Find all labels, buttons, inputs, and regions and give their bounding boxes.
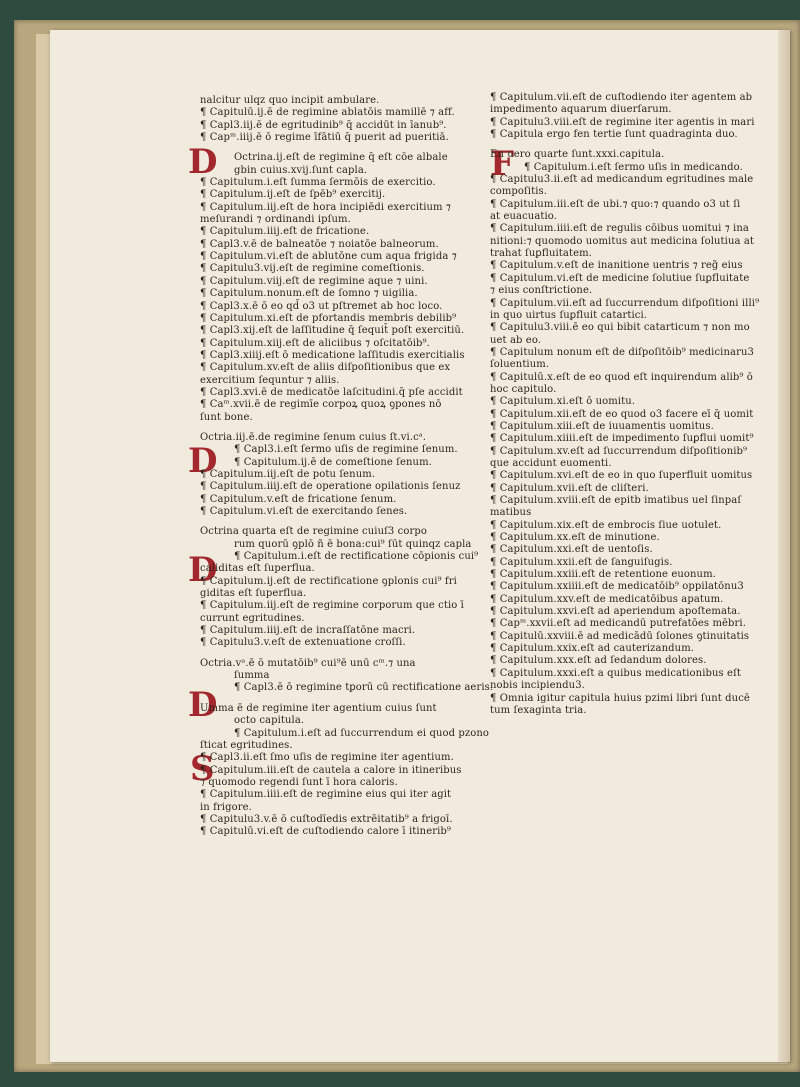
text-line: ¶ Capitulum.nonum.eſt de ſomno ⁊ uigilia. [200, 288, 418, 300]
text-line: ¶ Capitulum.iij.eſt de hora incipiēdi exercitium ⁊ [200, 201, 451, 213]
text-line: ¶ Capl3.x.ē ō eo qd̄ o3 ut pſtremet ab hoc loco. [200, 300, 443, 312]
text-line: in quo uirtus ſuꝑfluit catartici. [490, 309, 648, 321]
text-line: nitioni:⁊ quomodo uomitus aut medicina ſolutiua at [490, 235, 755, 247]
text-line: ¶ Capitulum.i.eſt de rectificatione cōpionis cui⁹ [234, 551, 479, 563]
text-line: nobis incipiendu3. [490, 680, 585, 692]
text-line: ¶ Capitulum.iiij.eſt de fricatione. [200, 226, 370, 238]
text-line: ¶ Capitula ergo fen tertie ſunt quadraginta duo. [490, 129, 738, 141]
section-gap [200, 518, 432, 526]
text-line: ¶ Capitulum.xxx.eſt ad ſedandum dolores. [490, 655, 707, 667]
section-gap [490, 141, 722, 149]
text-line: ¶ Omnia igitur capitula huius pzimi libri ſunt ducē [490, 692, 750, 704]
text-line: hoc capitulo. [490, 383, 557, 395]
text-line: ¶ Capl3.ii.eſt ſmo uſis de regimine iter agentium. [200, 752, 454, 764]
text-line: ¶ Capᵐ.xxvii.eſt ad medicandū putrefatōes mēbri. [490, 618, 747, 630]
text-line: ¶ Capitulum.xxxi.eſt a quibus medicationibus eſt [490, 667, 741, 679]
text-line: ¶ Capitulum.v.eſt de inanitione uentris ⁊ reg̃ eius [490, 260, 743, 272]
text-line: ¶ Capitulum.xi.eſt ō uomitu. [490, 396, 636, 408]
text-line: ſticat egritudines. [200, 739, 293, 751]
text-line: ¶ Capitulum.i.eſt ſumma ſermōis de exercitio. [200, 177, 436, 189]
text-line: que accidunt euomenti. [490, 457, 612, 469]
initial-letter-5: S [190, 749, 215, 789]
text-line: impedimento aquarum diuerſarum. [490, 104, 672, 116]
text-line: ¶ Capitulum.xiii.eſt de iuuamentis uomitus. [490, 420, 714, 432]
text-line: rum quorū ꝯplō ñ ē bona:cui⁹ ſūt quinqz capla [234, 538, 472, 550]
text-line: trahat ſuꝑfluitatem. [490, 248, 592, 260]
text-line: ¶ Capitulum.xiiii.eſt de impedimento ſuꝑflui uomit⁹ [490, 433, 754, 445]
text-line: ¶ Capitulum.xxii.eſt de ſanguiſugis. [490, 556, 673, 568]
text-line: ¶ Capitulū.xxviii.ē ad medicādū ſolones ꝯtinuitatis [490, 630, 750, 642]
text-line: at euacuatio. [490, 211, 558, 223]
text-line: Octria.vᵃ.ē ō mutatōib⁹ cui⁹ē unū cᵐ.⁊ una [200, 657, 416, 669]
text-line: ¶ Capitulum.vi.eſt de exercitando ſenes. [200, 506, 408, 517]
text-line: ¶ Capitulum.viij.eſt de regimine aque ⁊ uini. [200, 275, 428, 287]
initial-letter-4: D [188, 685, 218, 725]
text-line: ¶ Capitulum.iiii.eſt de regimine eius qui iter agit [200, 789, 452, 801]
text-line: ¶ Capitulum.iiii.eſt de regulis cōibus uomitui ⁊ ina [490, 223, 749, 235]
text-line: ⁊ eius conſtrictione. [490, 285, 593, 297]
text-line: currunt egritudines. [200, 612, 305, 624]
text-line: ¶ Capitulum.vii.eſt de cuſtodiendo iter agentem ab [490, 92, 753, 103]
section-gap [200, 424, 432, 432]
text-line: tum ſexaginta tria. [490, 704, 587, 716]
text-line: ¶ Capitulum.xv.eſt de aliis diſpoſitionibus que ex [200, 362, 451, 374]
text-line: ¶ Capitulum.xxiii.eſt de retentione euonum. [490, 569, 716, 581]
text-line: En uero quarte ſunt.xxxi.capitula. [490, 149, 665, 161]
text-line: ¶ Capl3.xij.eſt de laſſitudine q̄ ſequit̄ poſt exercitiū. [200, 325, 465, 337]
text-line: caliditas eſt ſuperflua. [200, 563, 315, 575]
text-line: ¶ Caᵐ.xvii.ē de regimīe corpoꝝ quoꝝ ꝯpones nō [200, 399, 442, 411]
text-line: ¶ Capitulu3.ii.eſt ad medicandum egritudines male [490, 174, 754, 186]
initial-letter-2: D [188, 441, 218, 481]
text-line: ¶ Capitulum.iij.eſt de regimine corporum que ctio ī [200, 600, 464, 612]
section-gap [200, 144, 432, 152]
text-line: Octrina.ij.eſt de regimine q̄ eſt cōe albale [234, 152, 448, 164]
text-line: ¶ Capitulū.vi.eſt de cuſtodiendo calore ī itinerib⁹ [200, 826, 452, 838]
initial-letter-6: F [490, 144, 515, 184]
text-line: ¶ Capl3.v.ē de balneatōe ⁊ noiatōe balneorum. [200, 238, 439, 250]
text-line: ¶ Capitulum.xxiiii.eſt de medicatōib⁹ oppilatōnu3 [490, 581, 744, 593]
text-line: ¶ Capitulum.vi.eſt de medicine ſolutiue ſuꝑfluitate [490, 272, 750, 284]
text-line: ¶ Capitulum.vi.eſt de ablutōne cum aqua frigida ⁊ [200, 251, 457, 263]
text-line: in frigore. [200, 801, 252, 813]
text-line: ſumma [234, 670, 270, 682]
text-line: ¶ Capitulum.xii.eſt de eo quod o3 facere eī q̄ uomit [490, 408, 754, 420]
text-line: ¶ Capitulum.ij.eſt de rectificatione ꝯplonis cui⁹ fri [200, 575, 457, 587]
text-line: ¶ Capitulu3.viii.eſt de regimine iter agentis in mari [490, 116, 755, 128]
text-line: ¶ Capitulu3.v.ē ō cuſtodīedis extrēitatib⁹ a frigoī. [200, 813, 453, 825]
text-line: ſoluentium. [490, 359, 550, 371]
text-line: matibus [490, 507, 532, 519]
text-line: uet ab eo. [490, 334, 542, 346]
text-line: ¶ Capl3.i.eſt ſermo uſis de regimine ſenum. [234, 444, 458, 456]
text-line: ¶ Capl3.xiiij.eſt ō medicatione laſſitudis exercitialis [200, 349, 465, 361]
text-line: ¶ Capitulum.ij.eſt de ſpēb⁹ exercitij. [200, 189, 386, 201]
text-line: Umma ē de regimine iter agentium cuius ſunt [200, 702, 437, 714]
text-line: ¶ Capitulu3.viii.ē eo qui bibit catarticum ⁊ non mo [490, 322, 750, 334]
text-line: ¶ Capitulum.xix.eſt de embrocis ſiue uotulet. [490, 519, 722, 531]
text-line: ⁊ quomodo regendi ſunt ī hora caloris. [200, 776, 398, 788]
text-line: ¶ Capitulum.xi.eſt de pfortandis membris debilib⁹ [200, 312, 457, 324]
text-line: ¶ Capitulum.iii.eſt de cautela a calore in itineribus [200, 764, 462, 776]
left-column-text [200, 95, 494, 839]
text-line: ¶ Capitulum.iii.eſt de ubi.⁊ quo:⁊ quando o3 ut ſi [490, 198, 741, 210]
text-line: ¶ Capitulum.xxvi.eſt ad aperiendum apoſtemata. [490, 606, 741, 618]
initial-letter-1: D [188, 142, 218, 182]
text-line: nalcitur ulqz quo incipit ambulare. [200, 95, 380, 106]
section-gap [200, 650, 432, 658]
text-line: ¶ Capᵐ.iiij.ē ō regime īfātiū q̄ puerit ad pueritiā. [200, 132, 449, 144]
text-line: ¶ Capitulum nonum eſt de diſpoſitōib⁹ medicinaru3 [490, 346, 754, 358]
text-line: ¶ Capitulum.xxi.eſt de uentoſis. [490, 544, 653, 556]
text-line: ¶ Capl3.iij.ē de egritudinib⁹ q̄ accidūt in īanub⁹. [200, 119, 447, 131]
text-line: ¶ Capitulum.xv.eſt ad ſuccurrendum diſpoſitionib⁹ [490, 445, 748, 457]
text-line: meſurandi ⁊ ordinandi ipſum. [200, 214, 351, 226]
text-line: ¶ Capitulu3.v.eſt de extenuatione croſſi. [200, 637, 406, 649]
text-line: ¶ Capitulum.xiij.eſt de aliciibus ⁊ oſcitatōib⁹. [200, 337, 430, 349]
text-line: gbin cuius.xvij.ſunt capla. [234, 164, 368, 176]
initial-letter-3: D [188, 550, 218, 590]
text-line: ¶ Capitulu3.vij.eſt de regimine comeſtionis. [200, 263, 425, 275]
text-line: ¶ Capitulum.vii.eſt ad ſuccurrendum diſpoſitioni illi⁹ [490, 297, 760, 309]
text-line: ¶ Capitulum.iiij.eſt de incraſſatōne macri. [200, 625, 416, 637]
text-line: giditas eſt ſuperflua. [200, 588, 307, 600]
right-column-text [490, 92, 760, 717]
text-line: ¶ Capitulum.iij.eſt de potu ſenum. [200, 468, 376, 480]
text-line: ¶ Capitulū.x.eſt de eo quod eſt inquirendum alib⁹ ō [490, 371, 753, 383]
text-line: ¶ Capitulum.xvi.eſt de eo in quo ſuperfluit uomitus [490, 470, 753, 482]
text-line: compoſitis. [490, 186, 548, 198]
text-line: exercitium ſequntur ⁊ aliis. [200, 374, 340, 386]
section-gap [200, 695, 432, 703]
page-edge [778, 30, 790, 1062]
text-line: Octria.iij.ē.de regimine ſenum cuius ſt.vi.cᵃ. [200, 431, 427, 443]
text-line: octo capitula. [234, 715, 305, 727]
text-line: Octrina quarta eſt de regimine cuiuſ3 corpo [200, 526, 427, 538]
text-line: ¶ Capitulum.iiij.eſt de operatione opilationis ſenuz [200, 481, 461, 493]
text-line: ¶ Capitulum.xx.eſt de minutione. [490, 532, 660, 544]
text-line: ¶ Capitulum.ij.ē de comeſtione ſenum. [234, 456, 432, 468]
text-line: ¶ Capitulum.xxv.eſt de medicatōibus apatum. [490, 593, 724, 605]
text-line: ¶ Capitulū.ij.ē de regimine ablatōis mamillē ⁊ aff. [200, 107, 455, 119]
text-line: ¶ Capl3.xvi.ē de medicatōe laſcitudini.q̄ pſe accidit [200, 386, 463, 398]
text-line: ¶ Capitulum.xxix.eſt ad cauterizandum. [490, 643, 695, 655]
text-line: ¶ Capitulum.v.eſt de fricatione ſenum. [200, 493, 397, 505]
text-line: ¶ Capitulum.xvii.eſt de cliſteri. [490, 482, 649, 494]
text-line: ¶ Capl3.ē ō regimine tꝑorū cū rectificatione aeris. [234, 682, 494, 694]
text-line: ¶ Capitulum.i.eſt ad ſuccurrendum ei quod pzono [234, 727, 490, 739]
text-line: ¶ Capitulum.xviii.eſt de epitb imatibus uel ſinpaſ [490, 495, 742, 506]
text-line: ¶ Capitulum.i.eſt ſermo uſis in medicando. [524, 161, 743, 173]
text-line: ſunt bone. [200, 411, 253, 423]
